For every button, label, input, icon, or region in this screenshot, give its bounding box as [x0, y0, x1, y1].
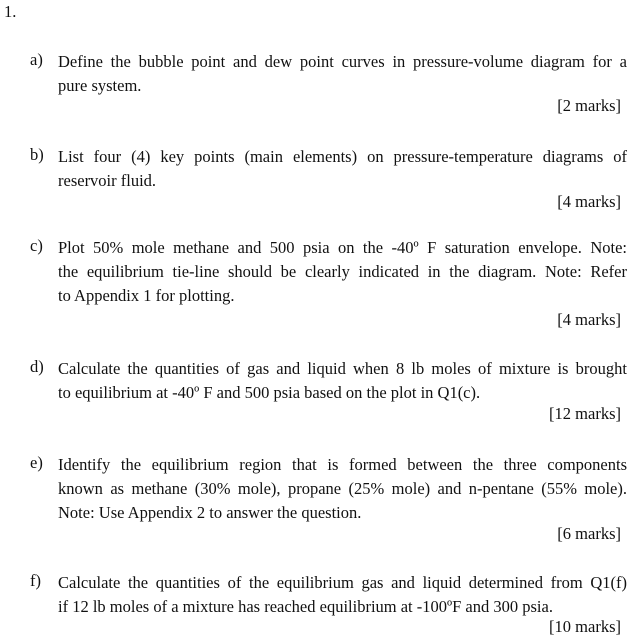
part-text-line: Calculate the quantities of gas and liquid when 8 lb moles of mixture is brought: [58, 359, 627, 378]
part-c: [30, 236, 627, 329]
part-label: e): [30, 453, 43, 472]
part-text-line: Calculate the quantities of the equilibrium gas and liquid determined from Q1(f): [58, 573, 627, 592]
part-text-line: pure system.: [58, 76, 142, 95]
part-b: [30, 145, 627, 211]
marks: [2 marks]: [557, 96, 621, 115]
part-text-line: Note: Use Appendix 2 to answer the question.: [58, 503, 362, 522]
marks: [10 marks]: [549, 617, 621, 636]
part-text-line: Define the bubble point and dew point curves in pressure-volume diagram for a: [58, 52, 627, 71]
part-label: d): [30, 357, 44, 376]
marks: [4 marks]: [557, 192, 621, 211]
marks: [4 marks]: [557, 310, 621, 329]
part-text-line: List four (4) key points (main elements) on pressure-temperature diagrams of: [58, 147, 627, 166]
marks: [12 marks]: [549, 404, 621, 423]
part-text-line: Identify the equilibrium region that is formed between the three components: [58, 455, 627, 474]
part-text-line: reservoir fluid.: [58, 171, 157, 190]
part-label: b): [30, 145, 44, 164]
part-text-line: to equilibrium at -40º F and 500 psia based on the plot in Q1(c).: [58, 383, 481, 402]
part-d: [30, 357, 627, 423]
part-text-line: the equilibrium tie-line should be clearly indicated in the diagram. Note: Refer: [58, 262, 627, 281]
part-label: c): [30, 236, 43, 255]
part-label: f): [30, 571, 41, 590]
part-text-line: Plot 50% mole methane and 500 psia on the -40º F saturation envelope. Note:: [58, 238, 627, 257]
part-text-line: known as methane (30% mole), propane (25% mole) and n-pentane (55% mole).: [58, 479, 627, 498]
part-e: [30, 453, 627, 543]
marks: [6 marks]: [557, 524, 621, 543]
part-f: [30, 571, 627, 636]
part-text-line: to Appendix 1 for plotting.: [58, 286, 235, 305]
question-number: 1.: [4, 2, 17, 21]
part-text-line: if 12 lb moles of a mixture has reached equilibrium at -100ºF and 300 psia.: [58, 597, 553, 616]
part-a: [30, 50, 627, 115]
part-label: a): [30, 50, 43, 69]
